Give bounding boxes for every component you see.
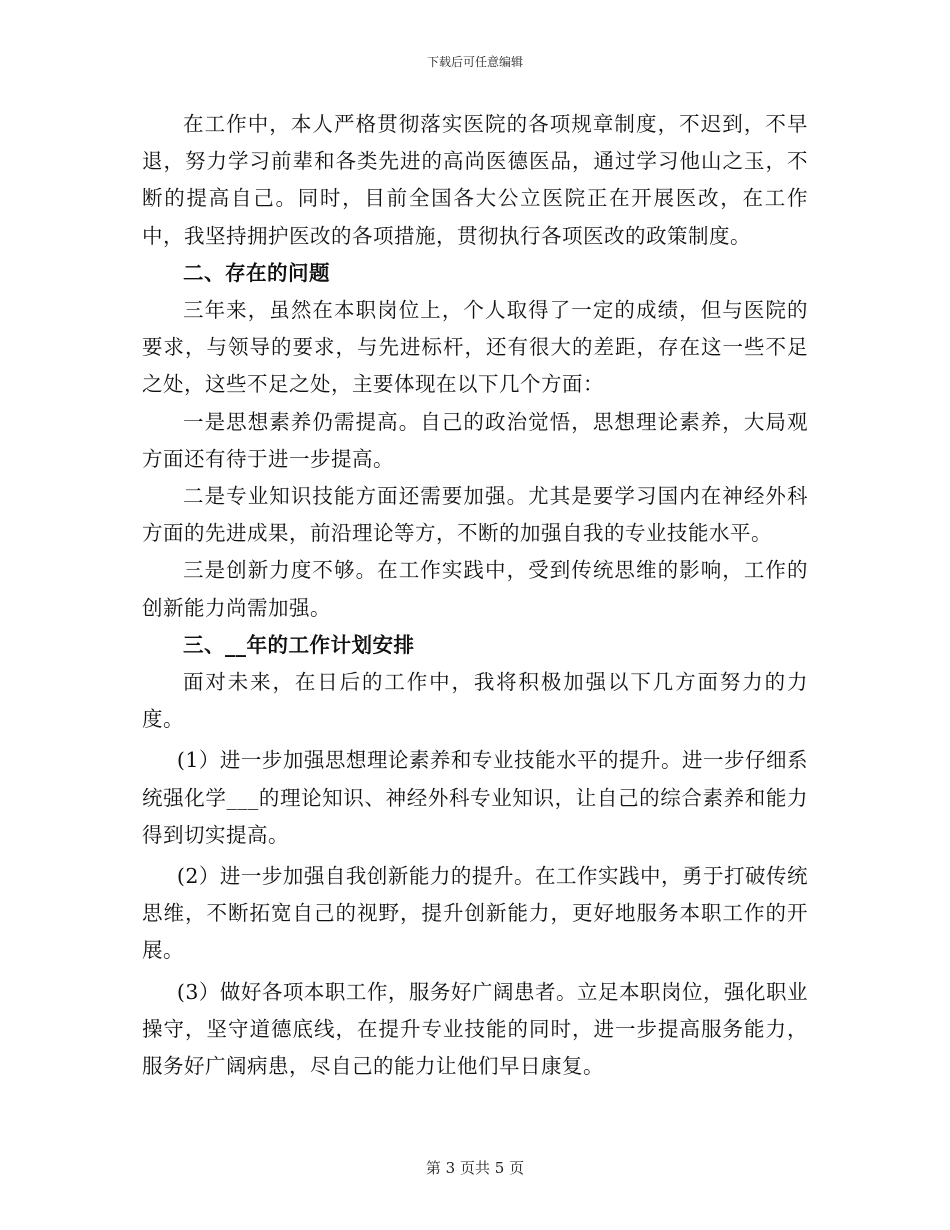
paragraph-problems-intro: 三年来，虽然在本职岗位上，个人取得了一定的成绩，但与医院的要求，与领导的要求，与先进标杆，还有很大的差距，存在这一些不足之处，这些不足之处，主要体现在以下几个方面： (142, 298, 808, 397)
plan-item-3: (3）做好各项本职工作，服务好广阔患者。立足本职岗位，强化职业操守，坚守道德底线，在提升专业技能的同时，进一步提高服务能力，服务好广阔病患，尽自己的能力让他们早日康复。 (142, 979, 808, 1079)
paragraph-problem-one: 一是思想素养仍需提高。自己的政治觉悟，思想理论素养，大局观方面还有待于进一步提高。 (142, 409, 808, 471)
plan-item-1: (1）进一步加强思想理论素养和专业技能水平的提升。进一步仔细系统强化学___的理论知识、神经外科专业知识，让自己的综合素养和能力得到切实提高。 (142, 748, 808, 847)
paragraph-plan-intro: 面对未来，在日后的工作中，我将积极加强以下几方面努力的力度。 (142, 670, 808, 732)
paragraph-problem-three: 三是创新力度不够。在工作实践中，受到传统思维的影响，工作的创新能力尚需加强。 (142, 558, 808, 620)
paragraph-problem-two: 二是专业知识技能方面还需要加强。尤其是要学习国内在神经外科方面的先进成果，前沿理论等方，不断的加强自我的专业技能水平。 (142, 484, 808, 546)
page-footer: 第 3 页共 5 页 (425, 1159, 525, 1177)
document-body (142, 106, 808, 1085)
section-heading-plan: 三、__年的工作计划安排 (183, 632, 415, 657)
plan-item-2: (2）进一步加强自我创新能力的提升。在工作实践中，勇于打破传统思维，不断拓宽自己的视野，提升创新能力，更好地服务本职工作的开展。 (142, 864, 808, 963)
page-header: 下载后可任意编辑 (426, 55, 523, 69)
section-heading-problems: 二、存在的问题 (183, 260, 330, 285)
paragraph-work-discipline: 在工作中，本人严格贯彻落实医院的各项规章制度，不迟到，不早退，努力学习前辈和各类先进的高尚医德医品，通过学习他山之玉，不断的提高自己。同时，目前全国各大公立医院正在开展医改，在工作中，我坚持拥护医改的各项措施，贯彻执行各项医改的政策制度。 (142, 112, 808, 248)
